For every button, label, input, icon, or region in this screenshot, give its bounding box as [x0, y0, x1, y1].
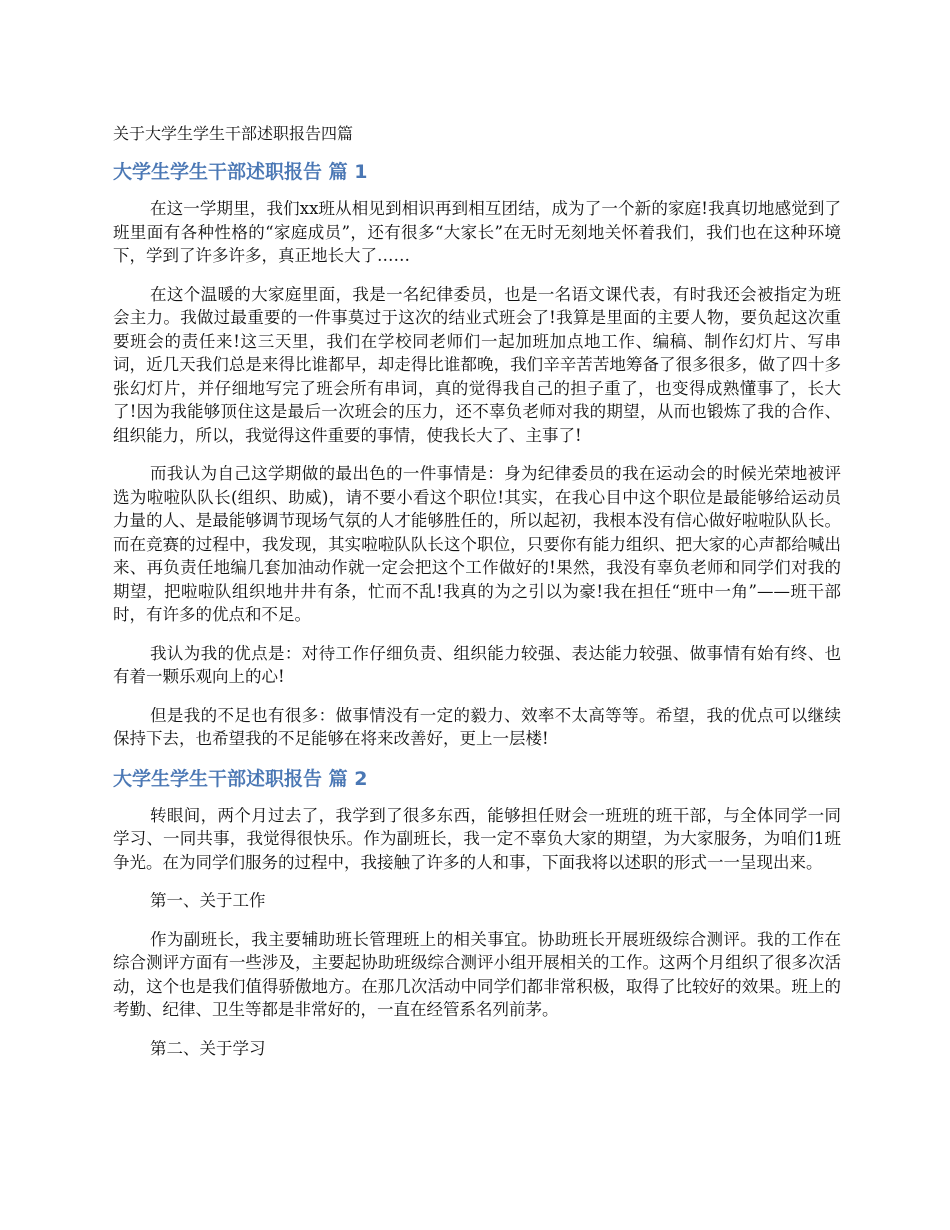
paragraph: 但是我的不足也有很多：做事情没有一定的毅力、效率不太高等等。希望，我的优点可以继续保持下去，也希望我的不足能够在将来改善好，更上一层楼! — [113, 705, 841, 748]
paragraph: 作为副班长，我主要辅助班长管理班上的相关事宜。协助班长开展班级综合测评。我的工作在综合测评方面有一些涉及，主要起协助班级综合测评小组开展相关的工作。这两个月组织了很多次活动，这个也是我们值得骄傲地方。在那几次活动中同学们都非常积极，取得了比较好的效果。班上的考勤、纪律、卫生等都是非常好的，一直在经管系名列前茅。 — [113, 929, 841, 1019]
document-title: 关于大学生学生干部述职报告四篇 — [113, 124, 354, 143]
paragraph: 而我认为自己这学期做的最出色的一件事情是：身为纪律委员的我在运动会的时候光荣地被评选为啦啦队队长(组织、助威)，请不要小看这个职位!其实，在我心目中这个职位是最能够给运动员力量的人、是最能够调节现场气氛的人才能够胜任的，所以起初，我根本没有信心做好啦啦队队长。而在竞赛的过程中，我发现，其实啦啦队队长这个职位，只要你有能力组织、把大家的心声都给喊出来、再负责任地编几套加油动作就一定会把这个工作做好的!果然，我没有辜负老师和同学们对我的期望，把啦啦队组织地井井有条，忙而不乱!我真的为之引以为豪!我在担任“班中一角”——班干部时，有许多的优点和不足。 — [113, 464, 841, 624]
paragraph: 在这一学期里，我们xx班从相见到相识再到相互团结，成为了一个新的家庭!我真切地感觉到了班里面有各种性格的“家庭成员”，还有很多“大家长”在无时无刻地关怀着我们，我们也在这种环境下，学到了许多许多，真正地长大了…… — [113, 199, 841, 265]
subheading-paragraph: 第二、关于学习 — [150, 1038, 266, 1058]
section-2 — [113, 766, 841, 1061]
subheading-paragraph: 第一、关于工作 — [150, 891, 266, 910]
paragraph: 在这个温暖的大家庭里面，我是一名纪律委员，也是一名语文课代表，有时我还会被指定为班会主力。我做过最重要的一件事莫过于这次的结业式班会了!我算是里面的主要人物，要负起这次重要班会的责任来!这三天里，我们在学校同老师们一起加班加点地工作、编稿、制作幻灯片、写串词，近几天我们总是来得比谁都早，却走得比谁都晚，我们辛辛苦苦地筹备了很多很多，做了四十多张幻灯片，并仔细地写完了班会所有串词，真的觉得我自己的担子重了，也变得成熟懂事了，长大了!因为我能够顶住这是最后一次班会的压力，还不辜负老师对我的期望，从而也锻炼了我的合作、组织能力，所以，我觉得这件重要的事情，使我长大了、主事了! — [113, 284, 841, 445]
section-heading: 大学生学生干部述职报告 篇 1 — [113, 161, 368, 183]
section-heading: 大学生学生干部述职报告 篇 2 — [113, 767, 368, 790]
paragraph: 转眼间，两个月过去了，我学到了很多东西，能够担任财会一班班的班干部，与全体同学一同学习、一同共事，我觉得很快乐。作为副班长，我一定不辜负大家的期望，为大家服务，为咱们1班争光。在为同学们服务的过程中，我接触了许多的人和事，下面我将以述职的形式一一呈现出来。 — [113, 805, 841, 872]
paragraph: 我认为我的优点是：对待工作仔细负责、组织能力较强、表达能力较强、做事情有始有终、也有着一颗乐观向上的心! — [113, 643, 841, 686]
document-body — [113, 123, 841, 1075]
section-1 — [113, 159, 841, 751]
